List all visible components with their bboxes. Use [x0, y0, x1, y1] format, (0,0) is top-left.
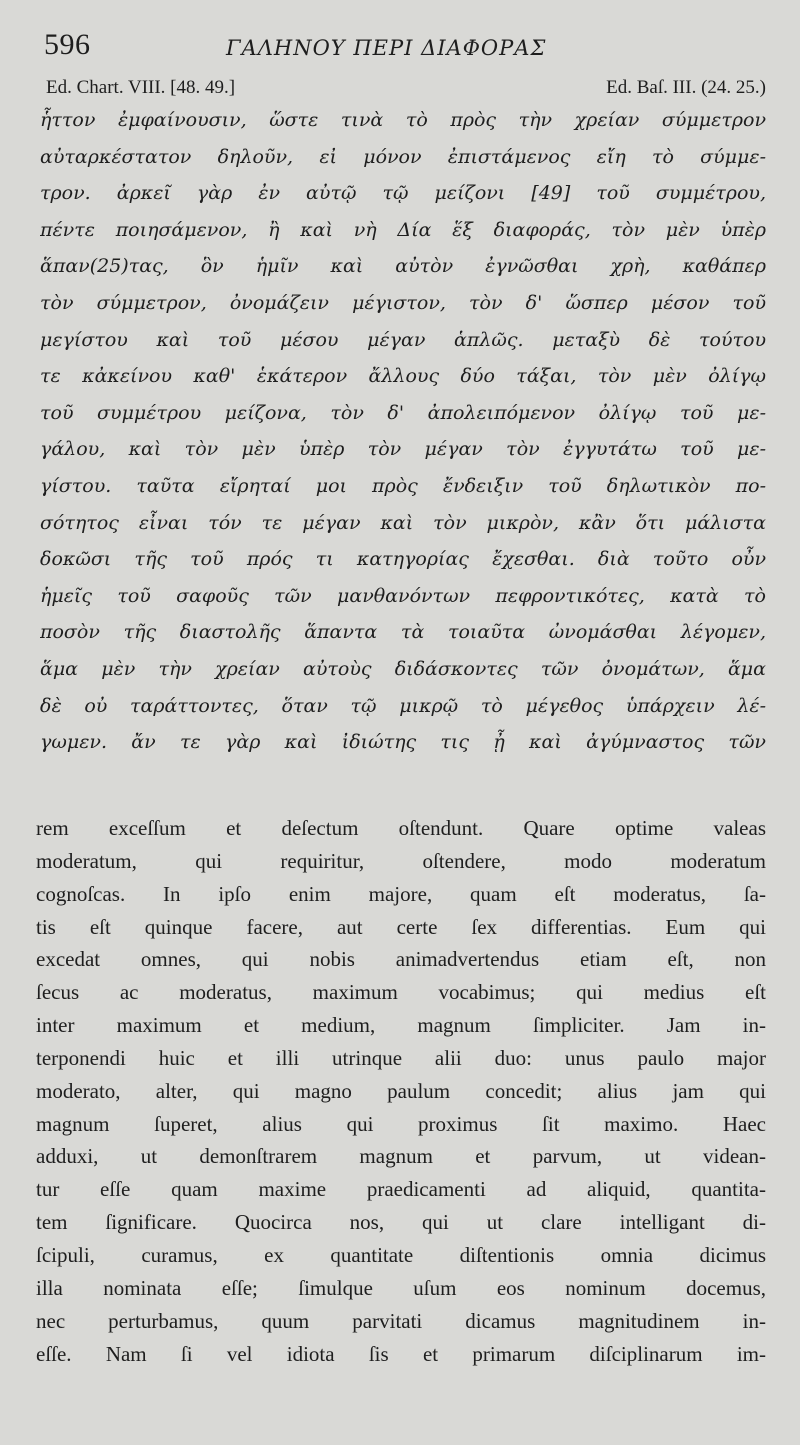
greek-text-line: τὸν σύμμετρον, ὀνομάζειν μέγιστον, τὸν δ' ὥσπερ μέσον τοῦ	[40, 291, 766, 314]
latin-text-line: eſſe. Nam ſi vel idiota ſis et primarum diſciplinarum im-	[36, 1341, 766, 1366]
latin-text-line: ſecus ac moderatus, maximum vocabimus; qui medius eſt	[36, 980, 766, 1005]
latin-text-line: illa nominata eſſe; ſimulque uſum eos nominum docemus,	[36, 1275, 766, 1300]
greek-text-line: ποσὸν τῆς διαστολῆς ἅπαντα τὰ τοιαῦτα ὠνομάσθαι λέγομεν,	[40, 621, 766, 644]
edition-chartier-reference: Ed. Chart. VIII. [48. 49.]	[46, 77, 236, 98]
latin-text-line: tur eſſe quam maxime praedicamenti ad aliquid, quantita-	[36, 1177, 766, 1202]
greek-text-line: γάλου, καὶ τὸν μὲν ὑπὲρ τὸν μέγαν τὸν ἐγγυτάτω τοῦ με-	[40, 438, 766, 461]
latin-text-line: inter maximum et medium, magnum ſimpliciter. Jam in-	[36, 1013, 766, 1038]
greek-text-line: ἅπαν(25)τας, ὃν ἡμῖν καὶ αὐτὸν ἐγνῶσθαι χρὴ, καθάπερ	[40, 255, 766, 278]
running-title: ΓΑΛΗΝΟΥ ΠΕΡΙ ΔΙΑΦΟΡΑΣ	[226, 36, 547, 60]
greek-text-line: ἧττον ἐμφαίνουσιν, ὥστε τινὰ τὸ πρὸς τὴν χρείαν σύμμετρον	[40, 109, 766, 131]
page-number: 596	[44, 28, 91, 61]
greek-text-line: αὐταρκέστατον δηλοῦν, εἰ μόνον ἐπιστάμενος εἴη τὸ σύμμε-	[40, 145, 766, 168]
greek-text-line: τοῦ συμμέτρου μείζονα, τὸν δ' ἀπολειπόμενον ὀλίγῳ τοῦ με-	[40, 401, 766, 424]
latin-text-line: excedat omnes, qui nobis animadvertendus etiam eſt, non	[36, 947, 766, 972]
latin-text-line: adduxi, ut demonſtrarem magnum et parvum, ut videan-	[36, 1144, 766, 1169]
greek-text-line: ἡμεῖς τοῦ σαφοῦς τῶν μανθανόντων πεφροντικότες, κατὰ τὸ	[40, 584, 766, 607]
edition-references	[44, 77, 766, 103]
latin-text-line: rem exceſſum et deſectum oſtendunt. Quare optime valeas	[36, 816, 766, 840]
latin-text-line: moderato, alter, qui magno paulum concedit; alius jam qui	[36, 1078, 766, 1103]
greek-text-column	[40, 102, 766, 761]
greek-text-line: τε κἀκείνου καθ' ἑκάτερον ἄλλους δύο τάξαι, τὸν μὲν ὀλίγῳ	[40, 365, 766, 388]
greek-text-line: δοκῶσι τῆς τοῦ πρός τι κατηγορίας ἔχεσθαι. διὰ τοῦτο οὖν	[40, 548, 766, 571]
greek-text-line: γίστου. ταῦτα εἴρηταί μοι πρὸς ἔνδειξιν τοῦ δηλωτικὸν πο-	[40, 474, 766, 497]
latin-text-line: nec perturbamus, quum parvitati dicamus magnitudinem in-	[36, 1308, 766, 1333]
edition-basel-reference: Ed. Baſ. III. (24. 25.)	[606, 77, 766, 98]
page-header	[44, 26, 764, 66]
latin-text-line: cognoſcas. In ipſo enim majore, quam eſt moderatus, ſa-	[36, 881, 766, 906]
latin-text-line: ſcipuli, curamus, ex quantitate diſtentionis omnia dicimus	[36, 1242, 766, 1267]
latin-text-column	[36, 812, 766, 1370]
greek-text-line: ἅμα μὲν τὴν χρείαν αὐτοὺς διδάσκοντες τῶν ὀνομάτων, ἅμα	[40, 657, 766, 680]
greek-text-line: σότητος εἶναι τόν τε μέγαν καὶ τὸν μικρὸν, κἂν ὅτι μάλιστα	[40, 511, 766, 534]
latin-text-line: magnum ſuperet, alius qui proximus ſit maximo. Haec	[36, 1111, 766, 1136]
latin-text-line: tis eſt quinque facere, aut certe ſex differentias. Eum qui	[36, 914, 766, 939]
latin-text-line: tem ſignificare. Quocirca nos, qui ut clare intelligant di-	[36, 1210, 766, 1235]
greek-text-line: μεγίστου καὶ τοῦ μέσου μέγαν ἁπλῶς. μεταξὺ δὲ τούτου	[40, 328, 766, 351]
latin-text-line: terponendi huic et illi utrinque alii duo: unus paulo major	[36, 1045, 766, 1070]
greek-text-line: γωμεν. ἄν τε γὰρ καὶ ἰδιώτης τις ᾖ καὶ ἀγύμναστος τῶν	[40, 731, 766, 754]
greek-text-line: δὲ οὐ ταράττοντες, ὅταν τῷ μικρῷ τὸ μέγεθος ὑπάρχειν λέ-	[40, 694, 766, 717]
greek-text-line: τρον. ἀρκεῖ γὰρ ἐν αὐτῷ τῷ μείζονι [49] τοῦ συμμέτρου,	[40, 182, 766, 205]
latin-text-line: moderatum, qui requiritur, oſtendere, modo moderatum	[36, 848, 766, 873]
greek-text-line: πέντε ποιησάμενον, ἢ καὶ νὴ Δία ἕξ διαφοράς, τὸν μὲν ὑπὲρ	[40, 218, 766, 241]
